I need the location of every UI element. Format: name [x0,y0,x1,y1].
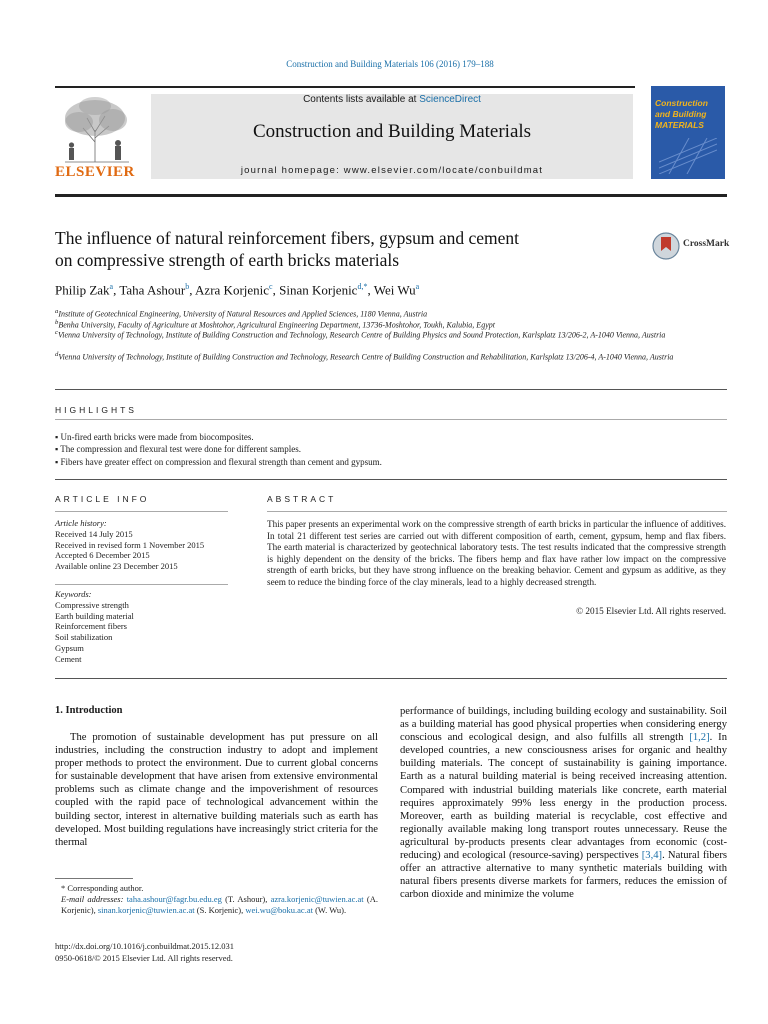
sciencedirect-link[interactable]: ScienceDirect [419,94,481,105]
article-history-label: Article history: [55,518,107,528]
email-addresses [55,894,378,916]
masthead-bottom-rule [55,194,727,197]
email-link[interactable]: taha.ashour@fagr.bu.edu.eg [126,893,222,904]
affiliation-text: Vienna University of Technology, Institute of Building Construction and Technology, Research Centre of Building Construction and Rehabilitation, Karlsplatz 13/206-4, A-1040 Vienna, Austria [58,352,674,362]
footnote [55,883,378,915]
affiliation-sup: b [55,319,59,326]
abstract-copyright: © 2015 Elsevier Ltd. All rights reserved. [576,606,726,616]
email-owner: (S. Korjenic), [194,904,246,915]
doi-link[interactable]: http://dx.doi.org/10.1016/j.conbuildmat.2015.12.031 [55,941,235,951]
history-date: Received in revised form 1 November 2015 [55,539,205,550]
email-owner: (T. Ashour), [221,893,271,904]
contents-prefix: Contents lists available at [303,94,420,105]
affiliation [55,328,735,341]
section-rule [55,479,727,480]
author-sup[interactable]: a [415,282,420,291]
cover-title: Construction and Building MATERIALS [655,98,708,130]
footnote-rule [55,878,133,879]
author-sup[interactable]: b [185,282,190,291]
journal-citation[interactable]: Construction and Building Materials 106 (2016) 179–188 [286,59,494,69]
introduction-paragraph-right [400,705,727,901]
reference-link[interactable]: [1,2] [689,732,710,744]
abstract-heading: ABSTRACT [267,494,337,504]
article-history [55,518,245,572]
contents-line [151,94,633,105]
keyword: Compressive strength [55,599,129,610]
journal-title: Construction and Building Materials [252,121,532,142]
affiliation-sup: d [55,351,59,358]
author-list: Philip Zak$^a$, Taha Ashour$^b$, Azra Korjenic$^c$, Sinan Korjenic$^{d,*}$, Wei Wu$^a$ [55,282,420,298]
history-date: Available online 23 December 2015 [55,561,178,572]
paragraph-text: performance of buildings, including building ecology and sustainability. Soil as a building material has good physical properties when considering energy conscious and ecological design, and also fulfills all strength [400,706,727,744]
crossmark-label[interactable]: CrossMark [683,239,730,249]
keywords-label: Keywords: [55,589,92,599]
affiliation-text: Institute of Geotechnical Engineering, University of Natural Resources and Applied Sciences, 1180 Vienna, Austria [58,309,428,319]
email-label: E-mail addresses: [61,893,127,904]
email-link[interactable]: sinan.korjenic@tuwien.ac.at [97,904,195,915]
history-date: Accepted 6 December 2015 [55,550,150,561]
author-name: Philip Zak [55,282,110,298]
highlight-text: Un-fired earth bricks were made from biocomposites. [60,432,254,442]
affiliation-text: Benha University, Faculty of Agriculture at Moshtohor, Agricultural Engineering Department, 13736-Moshtohor, Toukh, Kalubia, Egypt [58,320,495,330]
masthead-top-rule [55,86,635,88]
cover-graphic [659,138,717,174]
history-date: Received 14 July 2015 [55,528,133,539]
keyword: Earth building material [55,610,134,621]
journal-homepage[interactable]: journal homepage: www.elsevier.com/locate/conbuildmat [240,165,544,176]
keyword: Soil stabilization [55,632,113,643]
author-sup[interactable]: c [269,282,273,291]
article-title [55,227,635,271]
highlight-item: ▪ Fibers have greater effect on compression and flexural strength than cement and gypsum. [55,457,382,467]
section-rule [267,511,727,512]
highlight-item: ▪ The compression and flexural test were done for different samples. [55,444,302,454]
author-name: Wei Wu [373,282,416,298]
keyword: Gypsum [55,642,84,653]
elsevier-wordmark: ELSEVIER [55,164,135,180]
author-sup[interactable]: a [109,282,114,291]
email-link[interactable]: azra.korjenic@tuwien.ac.at [270,893,364,904]
section-rule [55,511,228,512]
affiliation-text: Vienna University of Technology, Institute of Building Construction and Technology, Research Centre of Building Physics and Sound Protection, Karlsplatz 13/206-2, A-1040 Vienna, Austria [57,330,666,340]
highlight-text: The compression and flexural test were done for different samples. [60,444,302,454]
affiliation-sup: a [55,308,59,315]
crossmark-icon[interactable] [652,231,680,261]
highlight-text: Fibers have greater effect on compression and flexural strength than cement and gypsum. [60,457,382,467]
author-name: Taha Ashour [119,282,186,298]
issn-copyright: 0950-0618/© 2015 Elsevier Ltd. All rights reserved. [55,953,233,963]
author-name: Sinan Korjenic [279,282,358,298]
author-name: Azra Korjenic [195,282,270,298]
email-owner: (W. Wu). [312,904,347,915]
keyword: Cement [55,653,82,664]
email-link[interactable]: wei.wu@boku.ac.at [245,904,313,915]
highlights-heading: HIGHLIGHTS [55,405,137,415]
paragraph-text: . In developed countries, a new consciousness arises for organic and healthy building materials. The concept of sustainability is gaining importance. Earth as a natural building material is being received increasing attention. Compared with industrial building materials like concrete, earth material requires approximately 99% less energy in the production process. Moreover, earth as building material is recyclable, cost effective and regionally available making long transport routes unnecessary. Reuse the agricultural by-products presents clear advantages from economic (cost-reducing) and ecological (resource-saving) perspectives [400,732,727,862]
affiliation-sup: c [55,329,58,336]
section-rule [55,419,727,420]
affiliation [55,350,735,363]
highlight-item: ▪ Un-fired earth bricks were made from biocomposites. [55,432,254,442]
article-title-line-2: on compressive strength of earth bricks materials [55,250,400,270]
reference-link[interactable]: [3,4] [641,850,663,862]
elsevier-tree-logo [55,92,137,164]
keyword: Reinforcement fibers [55,621,127,632]
journal-cover-image [651,86,725,179]
article-title-line-1: The influence of natural reinforcement fibers, gypsum and cement [55,228,520,248]
corresponding-author-note: * Corresponding author. [61,883,144,893]
section-heading-introduction: 1. Introduction [55,705,123,716]
introduction-paragraph-left: The promotion of sustainable development has put pressure on all industries, including the construction industry to adopt and implement proper methods to protect the environment. Due to current global concerns for sustainable development that have arisen from extensive environmental problems such as climate change and the impoverishment of resources coupled with the rapid pace of technological advancement within the building sector, interest in alternative building materials such as earth has developed. Most building regulations have increasingly strict criteria for the thermal [55,732,378,848]
section-rule [55,678,727,679]
paragraph-text: . Natural fibers offer an attractive alternative to many synthetic materials building with natural fibers presents diverse markets for farmers, reduces the emission of carbon dioxide and minimize the volume [400,850,727,901]
article-info-heading: ARTICLE INFO [55,494,150,504]
email-owner: (A. Korjenic), [61,893,378,915]
section-rule [55,584,228,585]
keywords [55,589,245,665]
section-rule [55,389,727,390]
author-sup[interactable]: d,* [357,282,368,291]
abstract-text: This paper presents an experimental work on the compressive strength of earth bricks in particular the influence of additives. In total 21 different test series are carried out with different composition of earth, cement, gypsum, hemp and flax fibers. The earth material is characterized by geotechnical laboratory tests. The test results indicated that the compressive strength is highly dependent on the density of the bricks. The fibers hemp and flax have rather low impact on the compressive strength of earth bricks, but they have strong influence on the breaking behavior. Cement and gypsum as additive, as they seem to reduce the binding force of the clay minerals, lead to a highly decreased strength. [267,519,726,587]
